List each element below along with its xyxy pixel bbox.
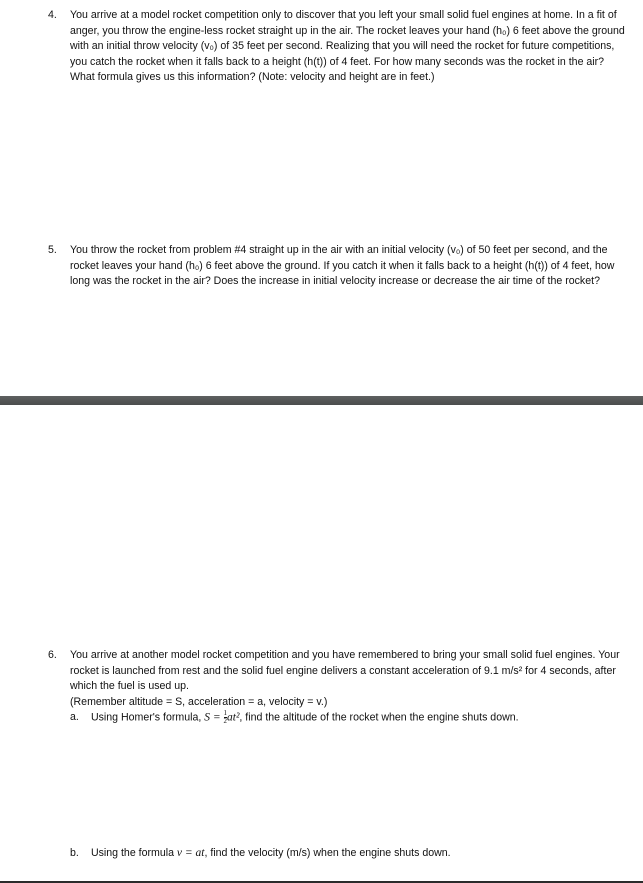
subquestion-a xyxy=(70,710,630,726)
question-5 xyxy=(48,243,628,290)
question-note: (Remember altitude = S, acceleration = a, velocity = v.) xyxy=(70,695,328,708)
question-number: 4. xyxy=(48,9,57,21)
subquestion-text-pre: Using the formula xyxy=(90,847,177,859)
question-text: You arrive at a model rocket competition only to discover that you left your small solid fuel engines at home. In a fit of anger, you throw the engine-less rocket straight up in the air. The rocket leaves your hand (h₀) 6 feet above the ground with an initial throw velocity (v₀) of 35 feet per second. Realizing that you will need the rocket for future competitions, you catch the rocket when it falls back to a height (h(t)) of 4 feet. For how many seconds was the rocket in the air? What formula gives us this information? (Note: velocity and height are in feet.) xyxy=(70,9,625,84)
fraction-numerator: 1 xyxy=(223,709,228,717)
page-separator xyxy=(0,396,643,405)
subquestion-text-post: , find the altitude of the rocket when the engine shuts down. xyxy=(239,711,519,724)
subquestion-text-post: , find the velocity (m/s) when the engine shuts down. xyxy=(204,847,451,859)
formula-lhs: S = xyxy=(204,711,224,724)
question-text: You arrive at another model rocket competition and you have remembered to bring your small solid fuel engines. Your rocket is launched from rest and the solid fuel engine delivers a constant acceleration of 9.1 m/s² for 4 seconds, after which the fuel is used up. xyxy=(70,649,620,693)
formula: v = at xyxy=(176,847,205,859)
subquestion-b xyxy=(70,846,630,862)
subquestion-text-pre: Using Homer's formula, xyxy=(90,711,205,724)
question-number: 6. xyxy=(48,649,57,661)
question-number: 5. xyxy=(48,244,57,256)
question-text: You throw the rocket from problem #4 straight up in the air with an initial velocity (v₀) of 50 feet per second, and the rocket leaves your hand (h₀) 6 feet above the ground. If you catch it when it falls back to a height (h(t)) of 4 feet, how long was the rocket in the air? Does the increase in initial velocity increase or decrease the air time of the rocket? xyxy=(70,244,615,288)
question-4 xyxy=(48,8,628,86)
subquestion-letter: a. xyxy=(70,711,79,724)
fraction-denominator: 2 xyxy=(223,717,228,725)
subquestion-letter: b. xyxy=(70,847,79,859)
question-6 xyxy=(48,648,628,710)
formula-rhs: at² xyxy=(227,711,240,724)
